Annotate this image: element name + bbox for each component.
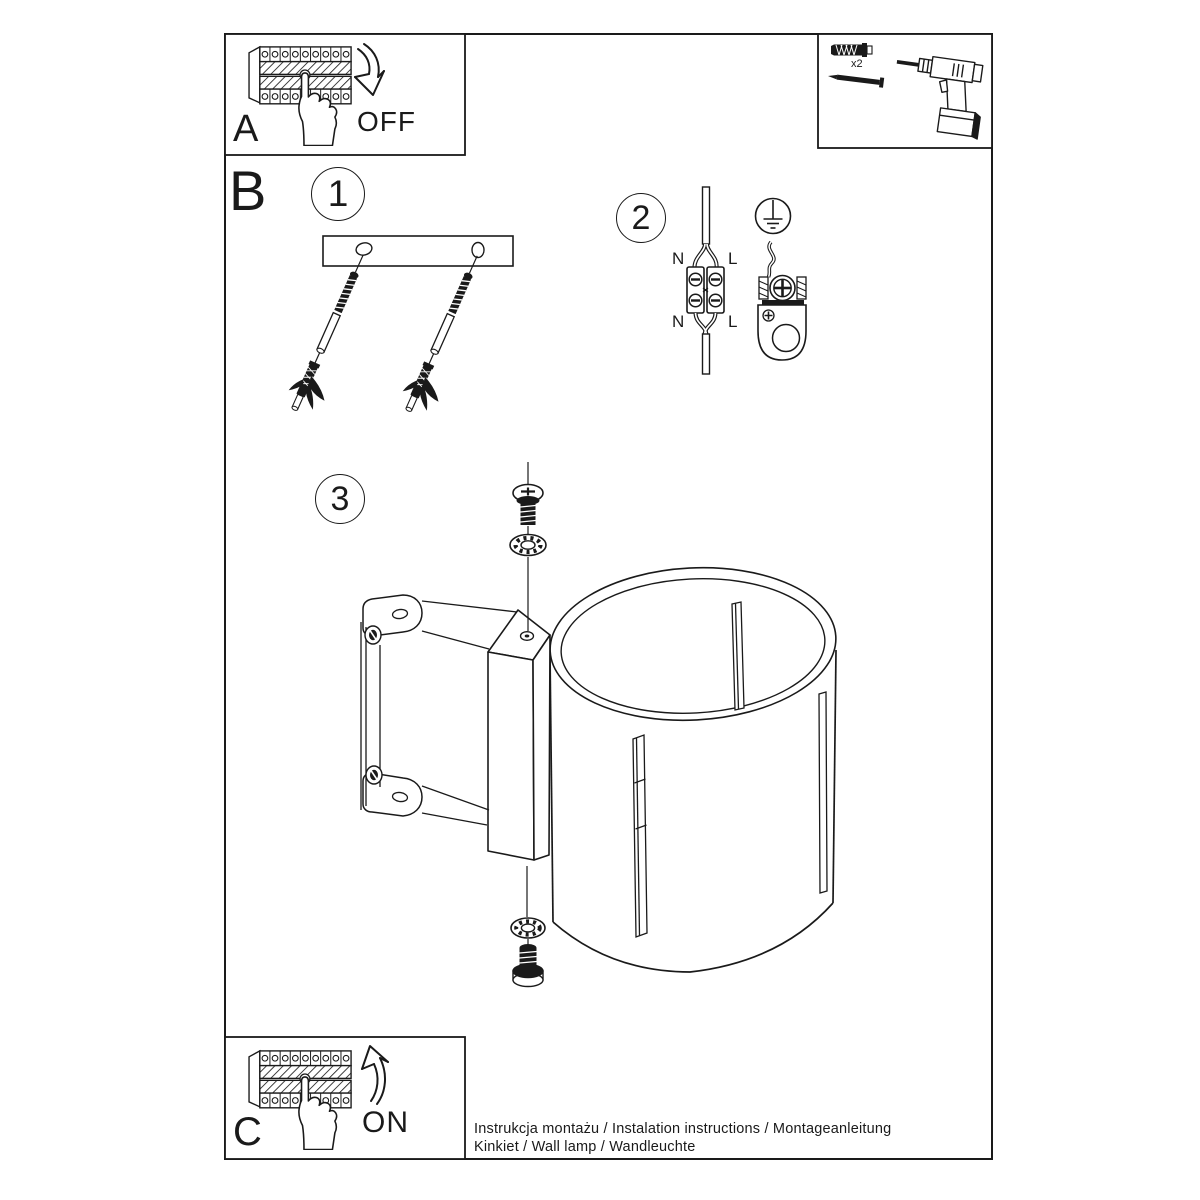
footer-instructions: Instrukcja montażu / Instalation instructions / Montageanleitung <box>474 1121 892 1137</box>
step2-cable-top <box>703 187 710 244</box>
step-3-number: 3 <box>315 474 365 524</box>
panel-a-box <box>225 34 465 155</box>
panel-a-state: OFF <box>357 106 416 137</box>
panel-c-state: ON <box>362 1106 409 1139</box>
wire-l-bottom-label: L <box>728 312 738 331</box>
ground-wire <box>769 242 774 277</box>
step2-terminal-block <box>687 267 724 313</box>
wire-n-top-label: N <box>672 249 685 268</box>
step3-screw-bottom <box>513 944 543 987</box>
lamp-shade-illustration <box>546 561 840 972</box>
step3-lock-washer-top <box>510 535 546 556</box>
footer-product: Kinkiet / Wall lamp / Wandleuchte <box>474 1139 696 1155</box>
step2-illustration <box>687 187 806 374</box>
step3-screw-top <box>513 485 543 526</box>
step2-cable-bottom <box>703 334 710 374</box>
section-b-label: B <box>229 159 267 222</box>
step2-wires-top <box>694 244 716 268</box>
ground-clamp-illustration <box>758 276 806 361</box>
panel-c-label: C <box>233 1110 262 1154</box>
step2-wires-bottom <box>696 313 716 334</box>
step3-illustration <box>361 462 840 987</box>
wire-l-top-label: L <box>728 249 738 268</box>
step-1-number: 1 <box>311 167 365 221</box>
step1-illustration <box>282 236 513 421</box>
mounting-block-illustration <box>488 610 550 860</box>
tools-box <box>818 34 992 148</box>
anchor-quantity-label: x2 <box>851 58 863 70</box>
step1-screw-anchor-left <box>282 250 385 420</box>
panel-a-label: A <box>233 108 259 150</box>
step3-lock-washer-bottom <box>511 918 545 938</box>
step-2-number: 2 <box>616 193 666 243</box>
ground-symbol-icon <box>756 199 791 234</box>
step1-screw-anchor-right <box>396 251 499 421</box>
wire-n-bottom-label: N <box>672 312 685 331</box>
wall-anchor-icon <box>831 43 872 57</box>
